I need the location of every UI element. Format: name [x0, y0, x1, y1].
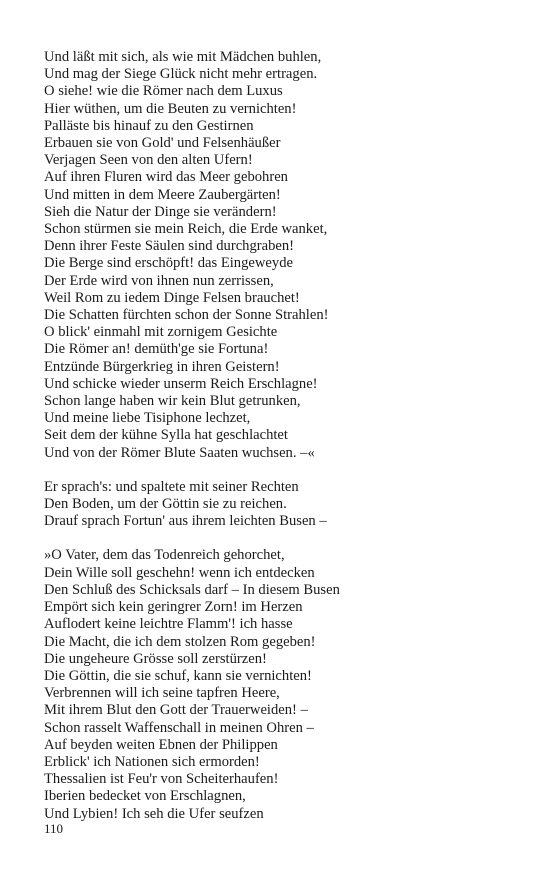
poem-line: Und meine liebe Tisiphone lechzet, [44, 410, 251, 427]
poem-line: »O Vater, dem das Todenreich gehorchet, [44, 547, 285, 564]
poem-line: Und mitten in dem Meere Zaubergärten! [44, 186, 281, 203]
poem-line: O blick' einmahl mit zornigem Gesichte [44, 324, 278, 341]
poem-line: Auflodert keine leichtre Flamm'! ich hasse [44, 616, 293, 633]
poem-line: Verjagen Seen von den alten Ufern! [44, 152, 253, 169]
poem-line: Den Schluß des Schicksals darf – In diesem Busen [44, 581, 340, 598]
poem-line: Und mag der Siege Glück nicht mehr ertragen. [44, 66, 318, 83]
poem-line: Denn ihrer Feste Säulen sind durchgraben! [44, 238, 295, 255]
poem-line: Der Erde wird von ihnen nun zerrissen, [44, 272, 274, 289]
poem-line: Hier wüthen, um die Beuten zu vernichten! [44, 100, 297, 117]
poem-line: Und Lybien! Ich seh die Ufer seufzen [44, 805, 264, 822]
stanza [44, 479, 514, 531]
poem-line: Drauf sprach Fortun' aus ihrem leichten Busen – [44, 513, 327, 530]
poem-line: Seit dem der kühne Sylla hat geschlachtet [44, 427, 288, 444]
poem-line: Schon rasselt Waffenschall in meinen Ohren – [44, 719, 314, 736]
poem-line: Auf ihren Fluren wird das Meer gebohren [44, 169, 288, 186]
poem-line: Entzünde Bürgerkrieg in ihren Geistern! [44, 358, 280, 375]
poem-line: O siehe! wie die Römer nach dem Luxus [44, 83, 283, 100]
poem-line: Auf beyden weiten Ebnen der Philippen [44, 736, 278, 753]
poem-line: Die Römer an! demüth'ge sie Fortuna! [44, 341, 269, 358]
poem-line: Mit ihrem Blut den Gott der Trauerweiden! – [44, 702, 308, 719]
poem-line: Empört sich kein geringrer Zorn! im Herzen [44, 599, 303, 616]
poem-line: Iberien bedecket von Erschlagnen, [44, 788, 246, 805]
poem-line: Sieh die Natur der Dinge sie verändern! [44, 203, 277, 220]
poem-line: Die Berge sind erschöpft! das Eingeweyde [44, 255, 293, 272]
poem-line: Schon lange haben wir kein Blut getrunken, [44, 393, 301, 410]
poem-text [44, 49, 514, 823]
poem-line: Erblick' ich Nationen sich ermorden! [44, 753, 260, 770]
poem-line: Thessalien ist Feu'r von Scheiterhaufen! [44, 771, 279, 788]
poem-line: Die Macht, die ich dem stolzen Rom gegeben! [44, 633, 316, 650]
poem-line: Erbauen sie von Gold' und Felsenhäußer [44, 135, 281, 152]
stanza [44, 49, 514, 462]
stanza [44, 547, 514, 822]
poem-line: Den Boden, um der Göttin sie zu reichen. [44, 496, 287, 513]
poem-line: Und schicke wieder unserm Reich Erschlagne! [44, 375, 318, 392]
poem-line: Und läßt mit sich, als wie mit Mädchen buhlen, [44, 49, 322, 65]
page-number: 110 [44, 821, 64, 836]
poem-line: Die Schatten fürchten schon der Sonne Strahlen! [44, 307, 329, 324]
poem-line: Die ungeheure Grösse soll zerstürzen! [44, 650, 267, 667]
poem-line: Die Göttin, die sie schuf, kann sie vernichten! [44, 667, 312, 684]
poem-line: Er sprach's: und spaltete mit seiner Rechten [44, 478, 299, 495]
poem-line: Weil Rom zu iedem Dinge Felsen brauchet! [44, 289, 300, 306]
poem-line: Und von der Römer Blute Saaten wuchsen. –« [44, 444, 315, 461]
poem-line: Dein Wille soll geschehn! wenn ich entdecken [44, 564, 315, 581]
poem-line: Palläste bis hinauf zu den Gestirnen [44, 117, 254, 134]
poem-line: Schon stürmen sie mein Reich, die Erde wanket, [44, 221, 328, 238]
poem-line: Verbrennen will ich seine tapfren Heere, [44, 685, 280, 702]
